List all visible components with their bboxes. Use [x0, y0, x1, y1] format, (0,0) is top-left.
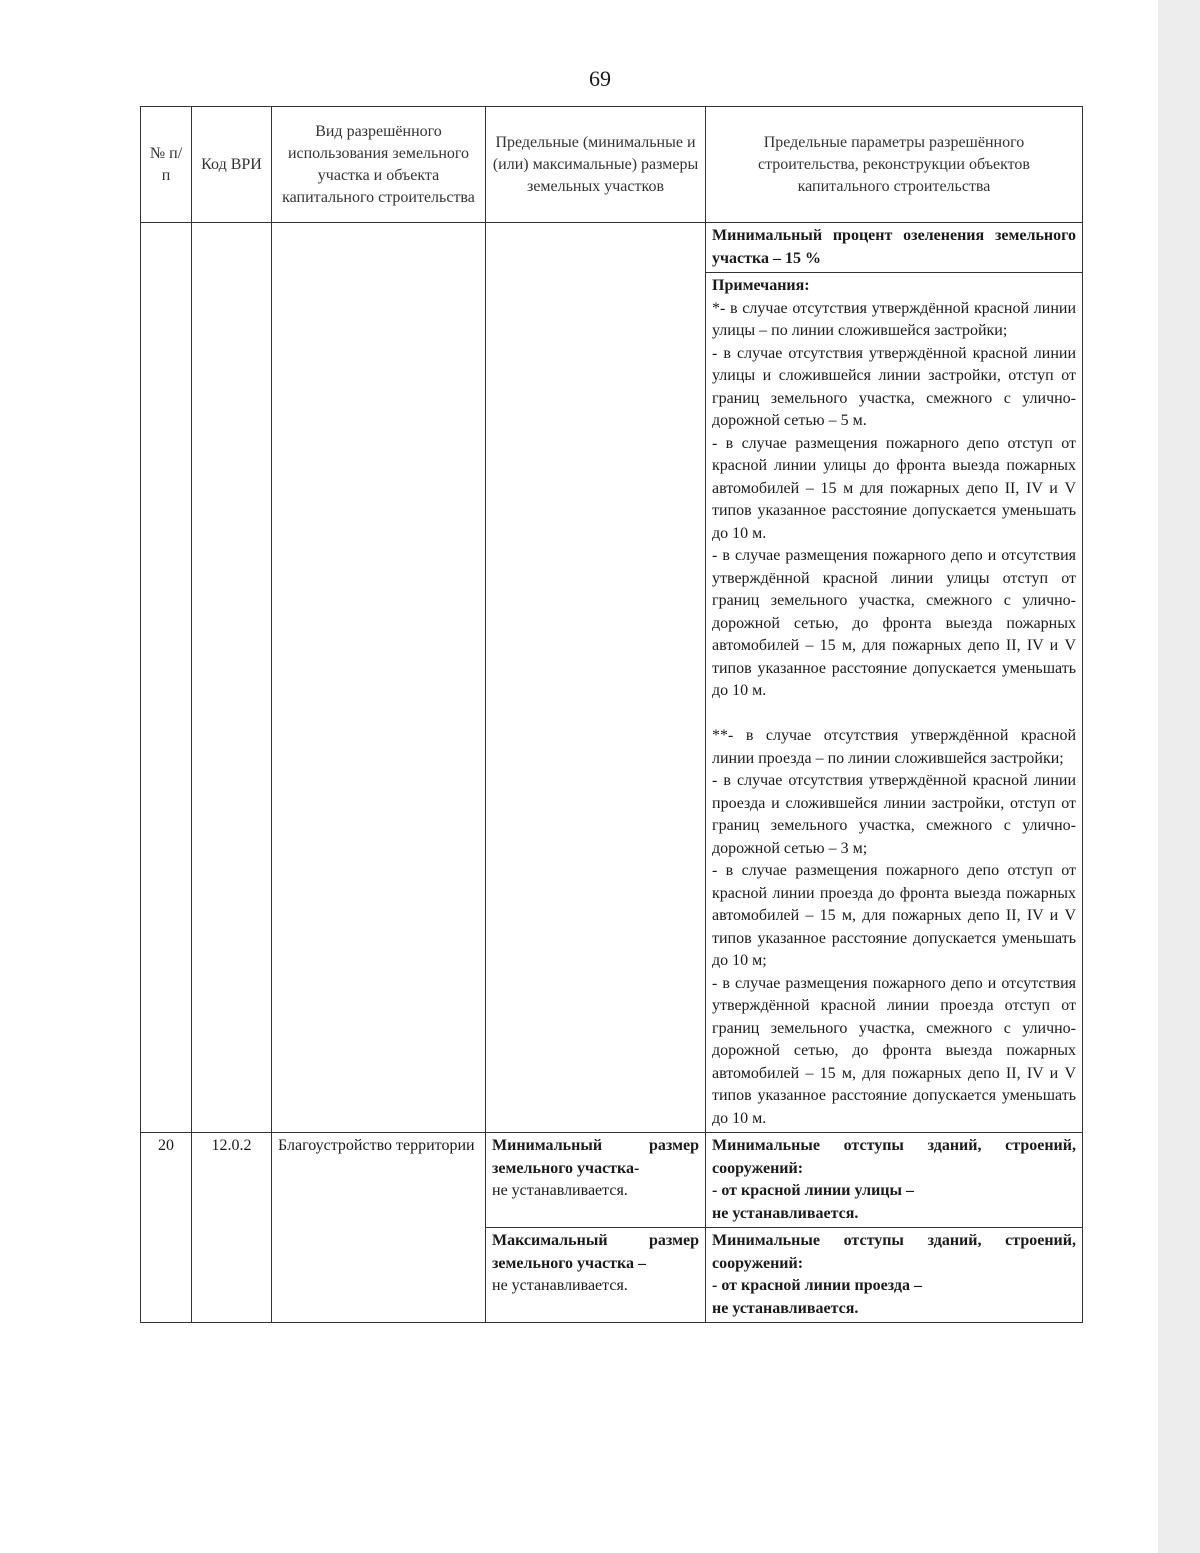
page-number: 69	[589, 66, 611, 91]
row20-num: 20	[141, 1133, 192, 1323]
table-row	[141, 223, 1083, 273]
max-size-title: Максимальный размер земельного участка –	[492, 1232, 699, 1272]
header-params: Предельные параметры разрешённого строительства, реконструкции объектов капитального строительства	[706, 107, 1083, 223]
note-item: - в случае размещения пожарного депо отступ от красной линии улицы до фронта выезда пожарных автомобилей – 15 м для пожарных депо II, IV и V типов указанное расстояние допускается уменьшать до 10 м.	[712, 434, 1076, 542]
params2-line: - от красной линии проезда –	[712, 1277, 922, 1294]
scan-edge-strip	[1158, 0, 1200, 1553]
row20-min-size	[486, 1133, 706, 1228]
header-num: № п/п	[141, 107, 192, 223]
min-size-title: Минимальный размер земельного участка-	[492, 1137, 699, 1177]
params1-title: Минимальные отступы зданий, строений, сооружений:	[712, 1137, 1076, 1177]
notes-cell	[706, 273, 1083, 1133]
green-percent-cell: Минимальный процент озеленения земельного участка – 15 %	[706, 223, 1083, 273]
row20-params-street	[706, 1133, 1083, 1228]
row20-params-driveway	[706, 1228, 1083, 1323]
note-item: - в случае размещения пожарного депо отступ от красной линии проезда до фронта выезда пожарных автомобилей – 15 м, для пожарных депо II, IV и V типов указанное расстояние допускается уменьшать до 10 м;	[712, 862, 1076, 969]
cell-code-empty	[192, 223, 272, 1133]
cell-kind-empty	[272, 223, 486, 1133]
note-item: - в случае размещения пожарного депо и отсутствия утверждённой красной линии проезда отступ от границ земельного участка, смежного с улично-дорожной сетью, до фронта выезда пожарных автомобилей – 15 м, для пожарных депо II, IV и V типов указанное расстояние допускается уменьшать до 10 м.	[712, 974, 1076, 1127]
header-sizes: Предельные (минимальные и (или) максимальные) размеры земельных участков	[486, 107, 706, 223]
notes-title: Примечания:	[712, 277, 810, 294]
min-size-value: не устанавливается.	[492, 1182, 628, 1199]
note-spacer	[712, 703, 1076, 726]
header-code: Код ВРИ	[192, 107, 272, 223]
note-item: - в случае отсутствия утверждённой красной линии проезда и сложившейся линии застройки, отступ от границ земельного участка, смежного с улично-дорожной сетью – 3 м;	[712, 772, 1076, 857]
params1-line: - от красной линии улицы –	[712, 1182, 914, 1199]
zoning-parameters-table	[140, 106, 1083, 1323]
params1-value: не устанавливается.	[712, 1204, 859, 1222]
note-item: *- в случае отсутствия утверждённой красной линии улицы – по линии сложившейся застройки;	[712, 299, 1076, 339]
row20-kind: Благоустройство территории	[272, 1133, 486, 1323]
note-item: **- в случае отсутствия утверждённой красной линии проезда – по линии сложившейся застройки;	[712, 727, 1076, 767]
row20-max-size	[486, 1228, 706, 1323]
params2-value: не устанавливается.	[712, 1299, 859, 1317]
cell-num-empty	[141, 223, 192, 1133]
table-header-row	[141, 107, 1083, 223]
row20-code: 12.0.2	[192, 1133, 272, 1323]
max-size-value: не устанавливается.	[492, 1277, 628, 1294]
params2-title: Минимальные отступы зданий, строений, сооружений:	[712, 1232, 1076, 1272]
note-item: - в случае отсутствия утверждённой красной линии улицы и сложившейся линии застройки, отступ от границ земельного участка, смежного с улично-дорожной сетью – 5 м.	[712, 344, 1076, 429]
table-row	[141, 1133, 1083, 1228]
note-item: - в случае размещения пожарного депо и отсутствия утверждённой красной линии улицы отступ от границ земельного участка, смежного с улично-дорожной сетью, до фронта выезда пожарных автомобилей – 15 м, для пожарных депо II, IV и V типов указанное расстояние допускается уменьшать до 10 м.	[712, 547, 1076, 699]
header-kind: Вид разрешённого использования земельного участка и объекта капитального строительства	[272, 107, 486, 223]
cell-sizes-empty	[486, 223, 706, 1133]
